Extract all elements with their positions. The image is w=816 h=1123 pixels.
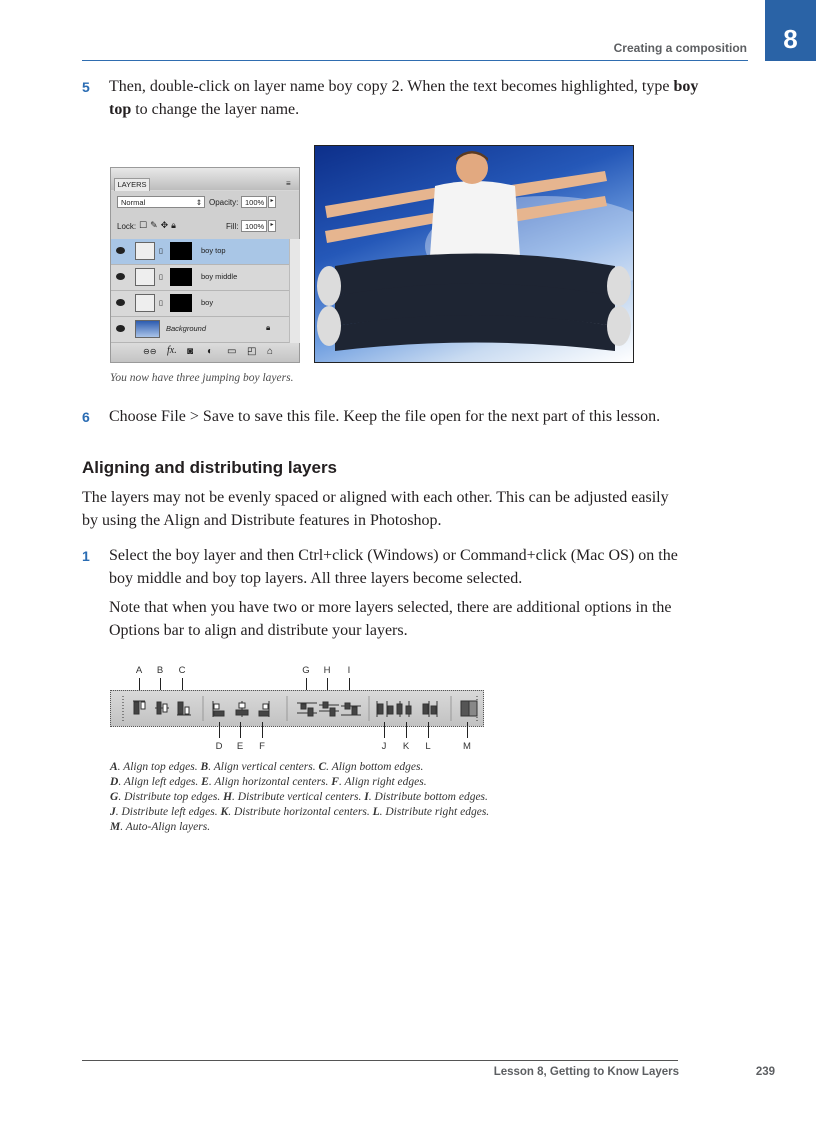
callout-letter: L xyxy=(425,741,431,752)
layer-name[interactable]: Background xyxy=(166,324,207,333)
caption-line xyxy=(110,775,530,790)
callout-line xyxy=(467,722,468,738)
caption-key: D xyxy=(110,776,119,788)
layer-row[interactable] xyxy=(111,291,289,317)
background-thumbnail xyxy=(135,320,160,338)
layers-tab[interactable]: LAYERS xyxy=(114,178,150,191)
blend-mode-value: Normal xyxy=(121,198,146,207)
lock-icons[interactable]: ☐✎✥🔒︎ xyxy=(139,220,179,230)
opacity-label: Opacity: xyxy=(209,198,239,207)
caption-text: . Distribute horizontal centers. xyxy=(228,806,373,818)
caption-text: . Align left edges. xyxy=(118,776,202,788)
panel-menu-icon[interactable]: ≡ xyxy=(286,179,291,188)
opacity-arrow-icon[interactable]: ▸ xyxy=(268,196,276,208)
layer-mask-thumbnail xyxy=(170,294,192,312)
page-number: 239 xyxy=(755,1066,775,1078)
step-1-note: Note that when you have two or more layers selected, there are additional options in the Options bar to align and distribute your layers. xyxy=(109,599,672,639)
caption-key: E xyxy=(201,776,209,788)
step-number-5: 5 xyxy=(82,79,90,95)
step-6-text: Choose File > Save to save this file. Keep the file open for the next part of this lesson. xyxy=(109,408,661,425)
callout-line xyxy=(262,722,263,738)
figure-2-caption xyxy=(110,760,530,835)
jumping-boy-illustration xyxy=(315,146,633,362)
callout-letter: F xyxy=(259,741,265,752)
lock-label: Lock: xyxy=(117,222,137,231)
layer-thumbnail xyxy=(135,268,155,286)
caption-text: . Align bottom edges. xyxy=(326,761,424,773)
caption-key: I xyxy=(364,791,369,803)
opacity-input[interactable]: 100% xyxy=(241,196,267,208)
caption-text: . Align right edges. xyxy=(338,776,427,788)
chevron-down-icon: ⇕ xyxy=(195,198,202,207)
running-header: Creating a composition xyxy=(613,41,747,55)
callout-line xyxy=(406,722,407,738)
caption-key: K xyxy=(220,806,229,818)
mask-icon[interactable]: ◙ xyxy=(187,346,194,357)
caption-key: M xyxy=(110,821,121,833)
caption-text: . Distribute bottom edges. xyxy=(368,791,488,803)
callout-letter: C xyxy=(178,665,186,676)
blend-mode-select[interactable] xyxy=(117,196,205,208)
link-icon: ▯ xyxy=(159,248,163,255)
layers-tabbar xyxy=(111,168,299,190)
caption-text: . Align top edges. xyxy=(117,761,201,773)
caption-key: H xyxy=(223,791,233,803)
fill-label: Fill: xyxy=(226,222,239,231)
caption-key: C xyxy=(318,761,327,773)
caption-key: A xyxy=(110,761,118,773)
step-number-6: 6 xyxy=(82,409,90,425)
trash-icon[interactable]: ⌂ xyxy=(267,346,274,357)
link-layers-icon[interactable]: ⊖⊖ xyxy=(143,347,157,356)
callout-letter: G xyxy=(302,665,310,676)
layer-row[interactable] xyxy=(111,317,289,343)
footer-lesson: Lesson 8, Getting to Know Layers xyxy=(493,1066,679,1078)
caption-key: B xyxy=(200,761,209,773)
callout-letter: I xyxy=(347,665,351,676)
figure-1-caption: You now have three jumping boy layers. xyxy=(110,372,294,384)
callout-letter: H xyxy=(323,665,331,676)
caption-text: . Auto-Align layers. xyxy=(120,821,211,833)
fx-icon[interactable]: fx. xyxy=(167,345,177,356)
caption-line xyxy=(110,760,530,775)
callout-letter: D xyxy=(215,741,223,752)
footer-rule xyxy=(82,1060,678,1061)
fill-arrow-icon[interactable]: ▸ xyxy=(268,220,276,232)
callout-letter: A xyxy=(135,665,143,676)
caption-key: J xyxy=(110,806,116,818)
eye-icon[interactable] xyxy=(116,247,125,254)
callout-line xyxy=(240,722,241,738)
eye-icon[interactable] xyxy=(116,299,125,306)
caption-key: L xyxy=(372,806,380,818)
layers-panel xyxy=(110,167,300,363)
eye-icon[interactable] xyxy=(116,325,125,332)
caption-text: . Distribute right edges. xyxy=(379,806,490,818)
callout-line xyxy=(219,722,220,738)
caption-key: G xyxy=(110,791,119,803)
caption-text: . Distribute vertical centers. xyxy=(232,791,365,803)
section-intro: The layers may not be evenly spaced or aligned with each other. This can be adjusted easily by using the Align and Distribute features in Photoshop. xyxy=(82,489,669,529)
caption-text: . Align horizontal centers. xyxy=(208,776,332,788)
layer-name[interactable]: boy middle xyxy=(201,272,238,281)
fill-input[interactable]: 100% xyxy=(241,220,267,232)
callout-letter: J xyxy=(381,741,387,752)
layer-mask-thumbnail xyxy=(170,242,192,260)
new-layer-icon[interactable]: ◰ xyxy=(247,346,257,357)
step-5-bold: boy top xyxy=(109,78,699,118)
callout-line xyxy=(428,722,429,738)
step-5-text-a: Then, double-click on layer name boy copy 2. When the text becomes highlighted, type xyxy=(109,78,670,95)
section-heading: Aligning and distributing layers xyxy=(82,458,338,477)
caption-line xyxy=(110,820,530,835)
step-5-text xyxy=(109,75,709,121)
caption-line xyxy=(110,790,530,805)
layers-bottombar xyxy=(111,343,299,362)
link-icon: ▯ xyxy=(159,300,163,307)
eye-icon[interactable] xyxy=(116,273,125,280)
adjustment-icon[interactable]: ◐ xyxy=(207,346,214,357)
layer-name[interactable]: boy xyxy=(201,298,214,307)
callout-letter: K xyxy=(402,741,410,752)
step-number-1: 1 xyxy=(82,548,90,564)
layer-mask-thumbnail xyxy=(170,268,192,286)
layers-options xyxy=(111,191,299,239)
step-5-text-b: to change the layer name. xyxy=(131,101,300,118)
caption-text: . Distribute left edges. xyxy=(115,806,221,818)
layer-row[interactable] xyxy=(111,239,289,265)
header-rule xyxy=(82,60,748,61)
layer-thumbnail xyxy=(135,242,155,260)
group-icon[interactable]: ▭ xyxy=(227,346,237,357)
caption-line xyxy=(110,805,530,820)
align-buttons xyxy=(111,691,483,726)
link-icon: ▯ xyxy=(159,274,163,281)
callout-line xyxy=(384,722,385,738)
layers-scrollbar[interactable] xyxy=(289,239,300,343)
layer-row[interactable] xyxy=(111,265,289,291)
layer-name[interactable]: boy top xyxy=(201,246,226,255)
layer-thumbnail xyxy=(135,294,155,312)
callout-letter: M xyxy=(463,741,471,752)
caption-key: F xyxy=(331,776,339,788)
caption-text: . Distribute top edges. xyxy=(118,791,224,803)
chapter-tab: 8 xyxy=(765,0,816,61)
callout-letter: E xyxy=(236,741,244,752)
callout-letter: B xyxy=(156,665,164,676)
caption-text: . Align vertical centers. xyxy=(208,761,319,773)
jumping-boy-photo xyxy=(314,145,634,363)
step-1-text: Select the boy layer and then Ctrl+click (Windows) or Command+click (Mac OS) on the boy middle and boy top layers. All three layers become selected. xyxy=(109,547,678,587)
lock-icon: 🔒︎ xyxy=(266,323,271,332)
